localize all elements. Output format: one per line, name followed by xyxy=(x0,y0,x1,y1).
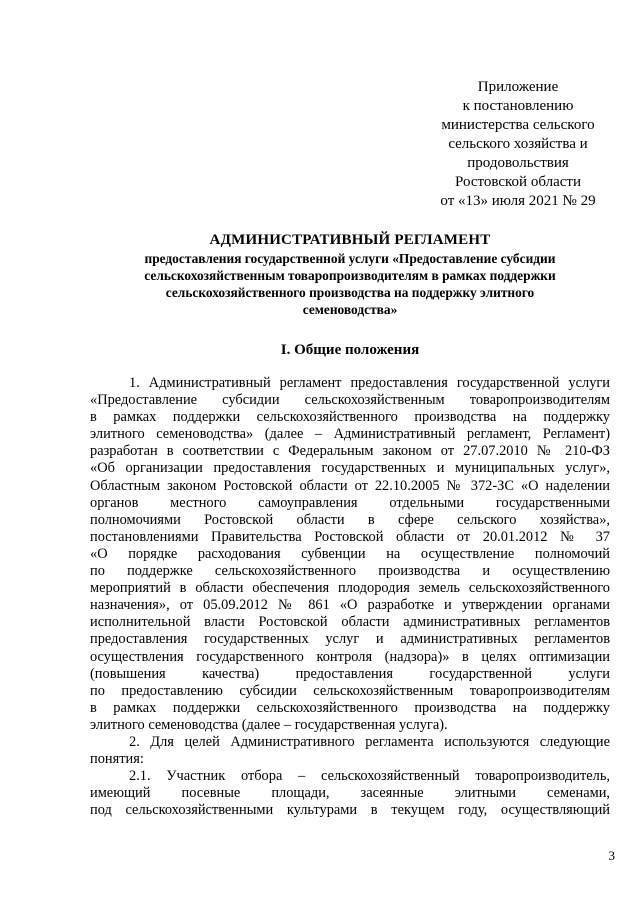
appendix-line: от «13» июля 2021 № 29 xyxy=(440,193,596,209)
appendix-block xyxy=(420,78,616,211)
body-line: органов местного самоуправления отдельными государственными xyxy=(90,494,610,511)
appendix-line: Ростовской области xyxy=(455,174,581,190)
page-number: 3 xyxy=(608,848,615,863)
subtitle-line: сельскохозяйственного производства на поддержку элитного xyxy=(165,285,535,300)
subtitle-line: предоставления государственной услуги «Предоставление субсидии xyxy=(144,251,556,266)
appendix-line: продовольствия xyxy=(467,155,569,171)
body-line: «Предоставление субсидии сельскохозяйственным товаропроизводителям xyxy=(90,392,610,409)
body-line: имеющий посевные площади, засеянные элитными семенами, xyxy=(90,785,610,802)
body-line: «Об организации предоставления государственных и муниципальных услуг», xyxy=(90,460,610,477)
appendix-line: министерства сельского xyxy=(441,117,595,133)
section-heading: I. Общие положения xyxy=(280,342,420,358)
body-line: понятия: xyxy=(90,751,144,768)
body-line: элитного семеноводства» (далее – Административный регламент, Регламент) xyxy=(90,426,610,443)
appendix-line: сельского хозяйства и xyxy=(448,136,588,152)
body-line: назначения», от 05.09.2012 № 861 «О разработке и утверждении органами xyxy=(90,597,610,614)
appendix-line: к постановлению xyxy=(462,98,574,114)
body-line: по поддержке сельскохозяйственного производства и осуществлению xyxy=(90,563,610,580)
document-subtitle xyxy=(90,250,610,318)
body-line: полномочиями Ростовской области в сфере сельского хозяйства», xyxy=(90,511,610,528)
body-line: под сельскохозяйственными культурами в текущем году, осуществляющий xyxy=(90,802,610,819)
document-title-block xyxy=(90,230,610,318)
body-line: по предоставлению субсидии сельскохозяйственным товаропроизводителям xyxy=(90,682,610,699)
body-line: мероприятий в области обеспечения плодородия земель сельскохозяйственного xyxy=(90,580,610,597)
document-title: АДМИНИСТРАТИВНЫЙ РЕГЛАМЕНТ xyxy=(209,232,491,248)
body-line: элитного семеноводства (далее – государственная услуга). xyxy=(90,716,448,733)
subtitle-line: сельскохозяйственным товаропроизводителям в рамках поддержки xyxy=(144,268,556,283)
body-line: осуществления государственного контроля (надзора)» в целях оптимизации xyxy=(90,648,610,665)
body-line: «О порядке расходования субвенции на осуществление полномочий xyxy=(90,545,610,562)
subtitle-line: семеноводства» xyxy=(302,302,398,317)
body-line: 2. Для целей Административного регламента используются следующие xyxy=(129,733,610,750)
body-line: постановлениями Правительства Ростовской области от 20.01.2012 № 37 xyxy=(90,528,610,545)
body-line: 2.1. Участник отбора – сельскохозяйственный товаропроизводитель, xyxy=(129,768,610,785)
body-line: 1. Административный регламент предоставления государственной услуги xyxy=(129,375,610,391)
body-line: разработан в соответствии с Федеральным законом от 27.07.2010 № 210-ФЗ xyxy=(90,443,610,460)
body-line: Областным законом Ростовской области от 22.10.2005 № 372-ЗС «О наделении xyxy=(90,477,610,494)
body-line: исполнительной власти Ростовской области административных регламентов xyxy=(90,614,610,631)
body-text xyxy=(90,375,610,819)
body-line: в рамках поддержки сельскохозяйственного производства на поддержку xyxy=(90,699,610,716)
body-line: в рамках поддержки сельскохозяйственного производства на поддержку xyxy=(90,409,610,426)
appendix-line: Приложение xyxy=(477,79,559,95)
body-line: предоставления государственных услуг и административных регламентов xyxy=(90,631,610,648)
body-line: (повышения качества) предоставления государственной услуги xyxy=(90,665,610,682)
